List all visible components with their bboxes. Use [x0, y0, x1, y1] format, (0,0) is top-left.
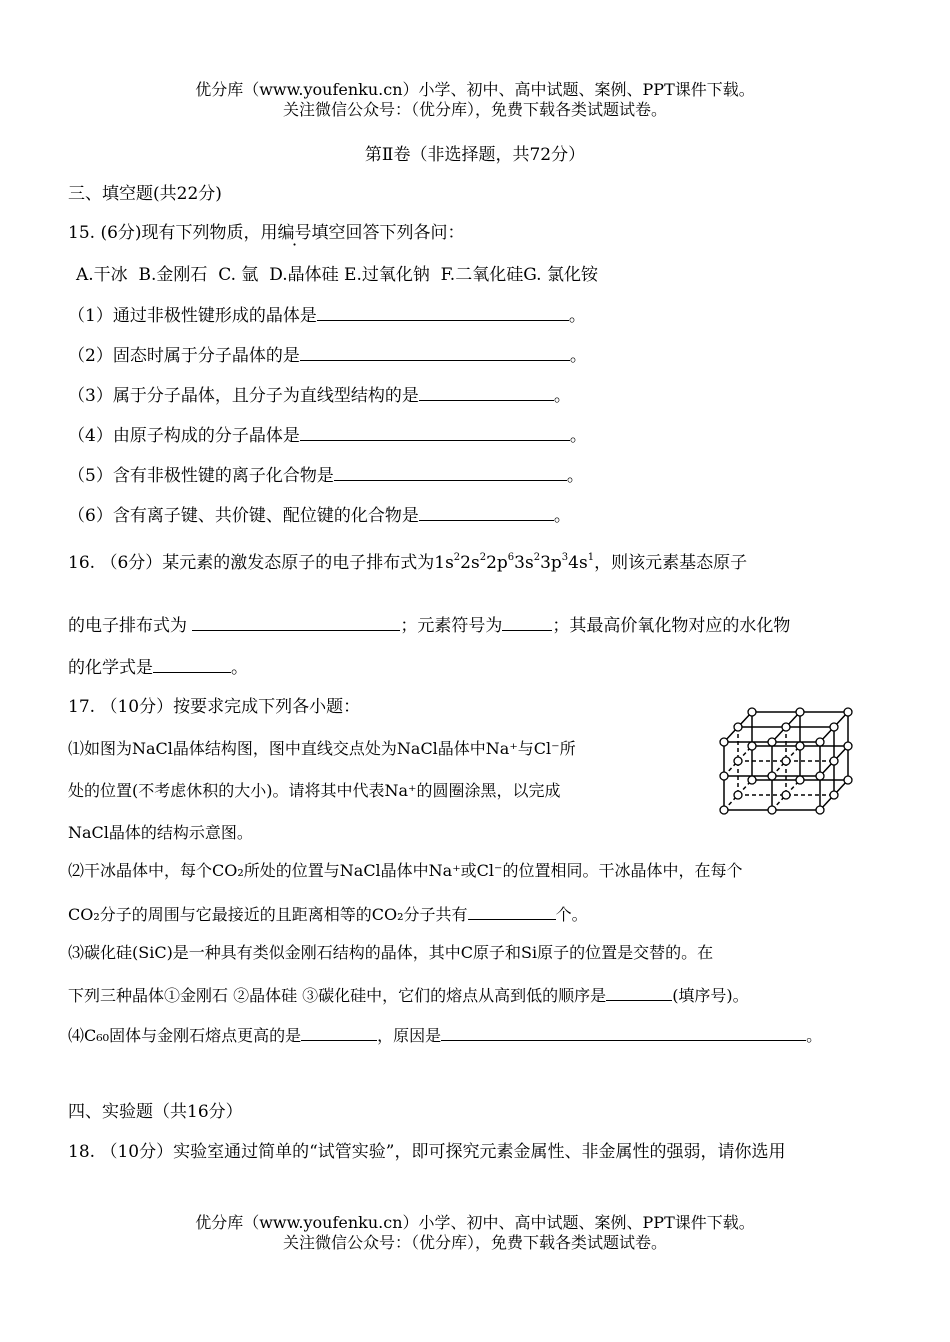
q15-sub-5-blank[interactable]	[334, 464, 567, 481]
q15-sub-4	[68, 424, 587, 447]
q17-p2-blank[interactable]	[468, 903, 556, 920]
q17-p4-blank-1[interactable]	[301, 1024, 377, 1041]
q15-sub-6-blank[interactable]	[419, 504, 554, 521]
q16-formula-blank[interactable]	[153, 656, 231, 673]
q16-line-3	[68, 656, 248, 679]
q18-stem: 18. （10分）实验室通过简单的“试管实验”，即可探究元素金属性、非金属性的强弱，请你选用	[68, 1142, 786, 1162]
q16-stem: 16. （6分）某元素的激发态原子的电子排布式为$1s^22s^22p^63s^23p^34s^1$，则该元素基态原子	[68, 552, 748, 573]
q15-stem-a: 15. (6分)现有下列物质，用	[68, 223, 278, 243]
q16-line-2	[68, 614, 790, 637]
q15-stem-b: 填空回答下列各问：	[311, 223, 465, 243]
q17-p2-line2-a: CO₂分子的周围与它最接近的且距离相等的CO₂分子共有	[68, 905, 468, 924]
q15-stem	[68, 222, 465, 244]
q17-p1-line1: ⑴如图为NaCl晶体结构图，图中直线交点处为NaCl晶体中Na⁺与Cl⁻所	[68, 739, 576, 758]
q15-sub-5-end: 。	[566, 466, 584, 486]
q17-p4-line	[68, 1024, 822, 1047]
q17-p4-a: ⑷C₆₀固体与金刚石熔点更高的是	[68, 1026, 302, 1045]
q15-sub-2-end: 。	[569, 346, 587, 366]
q15-sub-3-end: 。	[553, 386, 571, 406]
q15-sub-4-end: 。	[569, 426, 587, 446]
q17-p1-line2: 处的位置(不考虑休积的大小)。请将其中代表Na⁺的圆圈涂黑，以完成	[68, 781, 561, 800]
q16-line2-b: ；元素符号为	[400, 616, 503, 636]
q15-sub-1	[68, 304, 586, 327]
part3-title: 三、填空题(共22分)	[68, 184, 222, 204]
q15-sub-1-end: 。	[568, 306, 586, 326]
q17-p4-c: 。	[806, 1026, 823, 1045]
q17-p4-b: ，原因是	[377, 1026, 442, 1045]
header-line-2: 关注微信公众号：（优分库），免费下载各类试题试卷。	[282, 100, 667, 119]
footer-line-2: 关注微信公众号：（优分库），免费下载各类试题试卷。	[282, 1233, 667, 1252]
q17-p2-line2-b: 个。	[555, 905, 588, 924]
q15-sub-6	[68, 504, 571, 527]
q16-stem-text: 16. （6分）某元素的激发态原子的电子排布式为1s	[68, 553, 454, 573]
q16-symbol-blank[interactable]	[502, 614, 552, 631]
q16-config-blank[interactable]	[192, 614, 400, 631]
q16-line2-a: 的电子排布式为	[68, 616, 193, 636]
q17-p4-blank-2[interactable]	[441, 1024, 806, 1041]
section-title: 第Ⅱ卷（非选择题，共72分）	[364, 145, 586, 165]
q15-options: A.干冰 B.金刚石 C. 氩 D.晶体硅 E.过氧化钠 F.二氧化硅G. 氯化铵	[76, 265, 598, 285]
q17-p2-line1: ⑵干冰晶体中，每个CO₂所处的位置与NaCl晶体中Na⁺或Cl⁻的位置相同。干冰晶体中，在每个	[68, 861, 743, 880]
q17-p1-line3: NaCl晶体的结构示意图。	[68, 823, 253, 842]
q15-sub-4-text: （4）由原子构成的分子晶体是	[68, 426, 300, 446]
q16-line3-a: 的化学式是	[68, 658, 153, 678]
q17-p3-line2-a: 下列三种晶体①金刚石 ②晶体硅 ③碳化硅中，它们的熔点从高到低的顺序是	[68, 986, 607, 1005]
q15-sub-2	[68, 344, 587, 367]
footer-line-1: 优分库（www.youfenku.cn）小学、初中、高中试题、案例、PPT课件下载。	[195, 1213, 755, 1232]
q15-sub-3-text: （3）属于分子晶体，且分子为直线型结构的是	[68, 386, 419, 406]
q15-sub-3	[68, 384, 571, 407]
header-line-1: 优分库（www.youfenku.cn）小学、初中、高中试题、案例、PPT课件下载。	[195, 80, 755, 99]
q16-config-tail: ，则该元素基态原子	[594, 553, 748, 573]
q15-sub-4-blank[interactable]	[300, 424, 570, 441]
q17-title: 17. （10分）按要求完成下列各小题：	[68, 697, 361, 717]
nacl-crystal-diagram	[718, 706, 856, 820]
q15-sub-2-text: （2）固态时属于分子晶体的是	[68, 346, 300, 366]
q15-sub-5-text: （5）含有非极性键的离子化合物是	[68, 466, 334, 486]
q17-p3-blank[interactable]	[606, 984, 672, 1001]
q15-sub-1-text: （1）通过非极性键形成的晶体是	[68, 306, 317, 326]
q15-sub-3-blank[interactable]	[419, 384, 554, 401]
q15-sub-6-text: （6）含有离子键、共价键、配位键的化合物是	[68, 506, 419, 526]
q15-sub-2-blank[interactable]	[300, 344, 570, 361]
q16-line2-c: ；其最高价氧化物对应的水化物	[552, 616, 791, 636]
q15-sub-1-blank[interactable]	[317, 304, 569, 321]
q15-stem-emphasis: 编号	[277, 223, 312, 243]
q17-p3-line2	[68, 984, 749, 1007]
q17-p2-line2	[68, 903, 588, 926]
q17-p3-line2-b: (填序号)。	[672, 986, 749, 1005]
q16-line3-b: 。	[231, 658, 248, 678]
q15-sub-5	[68, 464, 584, 487]
q17-p3-line1: ⑶碳化硅(SiC)是一种具有类似金刚石结构的晶体，其中C原子和Si原子的位置是交替的。在	[68, 943, 714, 962]
part4-title: 四、实验题（共16分）	[68, 1102, 243, 1122]
q15-sub-6-end: 。	[553, 506, 571, 526]
